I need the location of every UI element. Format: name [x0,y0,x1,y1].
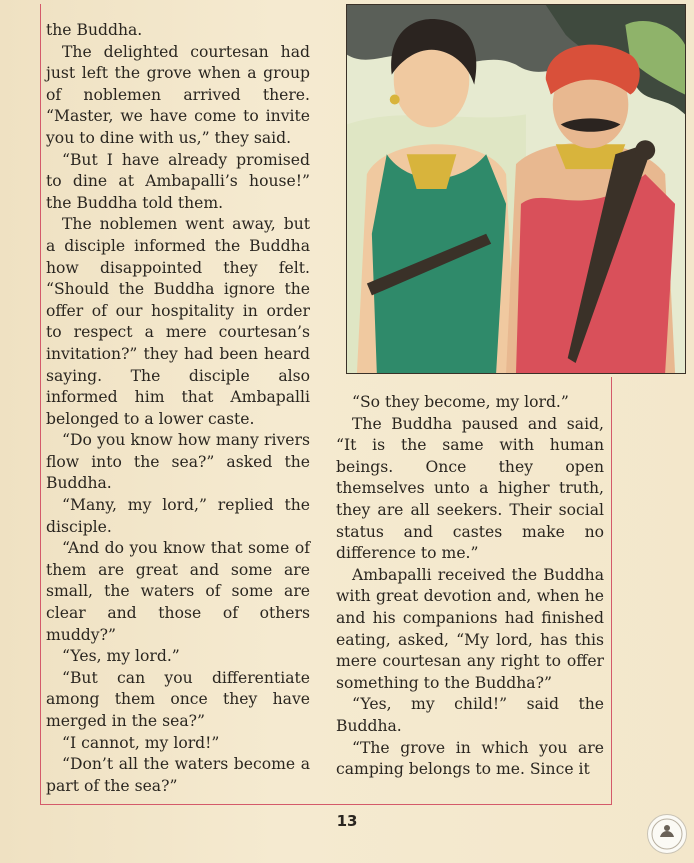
paragraph: “So they become, my lord.” [352,393,569,411]
paragraph: “But I have already promised to dine at Ambapalli’s house!” the Buddha told them. [46,150,310,212]
paragraph: “Do you know how many rivers flow into the sea?” asked the Buddha. [46,431,310,493]
left-text-column [46,20,310,797]
paragraph: Ambapalli received the Buddha with great devotion and, when he and his companions had finished eating, asked, “My lord, has this mere courtesan any right to offer something to the Buddha?” [336,565,604,692]
right-text-column [336,392,604,781]
young-man-and-nobleman-icon [347,5,685,373]
paragraph: “I cannot, my lord!” [62,733,220,752]
paragraph: The Buddha paused and said, “It is the same with human beings. Once they open themselves unto a higher truth, they are all seekers. Their social status and castes make no difference to me.” [336,414,604,563]
reader-logo-icon [647,814,687,854]
paragraph: “The grove in which you are camping belongs to me. Since it [336,738,604,779]
paragraph: “Don’t all the waters become a part of the sea?” [46,755,310,795]
paragraph: “And do you know that some of them are great and some are small, the waters of some are clear and those of others muddy?” [46,539,310,644]
illustration-panel [346,4,686,374]
paragraph: The noblemen went away, but a disciple informed the Buddha how disappointed they felt. “Should the Buddha ignore the offer of our hospitality in order to respect a mere courtesan’s invitation?” they had been heard saying. The disciple also informed him that Ambapalli belonged to a lower caste. [46,215,310,428]
paragraph: “Many, my lord,” replied the disciple. [46,496,310,536]
paragraph: the Buddha. [46,21,143,39]
paragraph: “Yes, my lord.” [62,647,180,666]
page-number: 13 [336,812,358,830]
paragraph: The delighted courtesan had just left the grove when a group of noblemen arrived there. “Master, we have come to invite you to dine with us,” they said. [46,42,310,147]
paragraph: “But can you differentiate among them once they have merged in the sea?” [46,668,310,730]
paragraph: “Yes, my child!” said the Buddha. [336,695,604,735]
